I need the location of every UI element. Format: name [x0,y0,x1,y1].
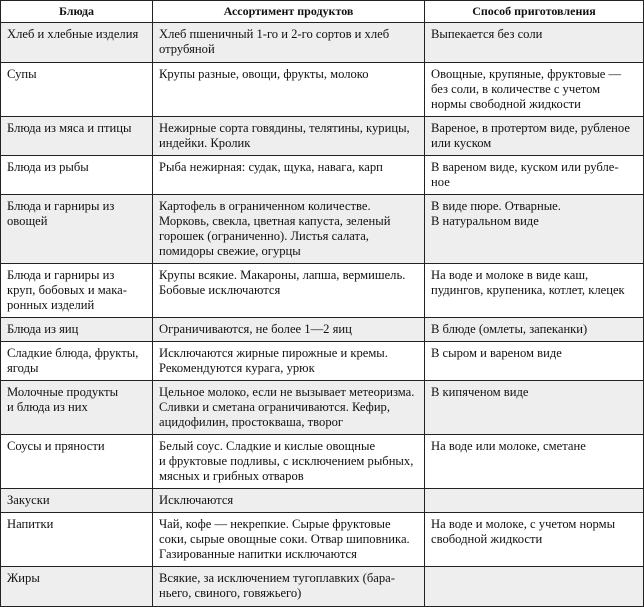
header-preparation: Способ приготовления [425,1,644,23]
products-cell: Чай, кофе — некрепкие. Сырые фруктовые соки, сырые овощные соки. Отвар шиповника. Газированные напитки исключаются [153,513,425,567]
dish-cell: Супы [1,63,153,117]
dish-cell: Блюда и гарниры из овощей [1,195,153,264]
preparation-cell: На воде или молоке, сметане [425,435,644,489]
dish-cell: Сладкие блюда, фрукты, ягоды [1,342,153,381]
products-cell: Крупы всякие. Макароны, лапша, вермишель. Бобовые исключаются [153,264,425,318]
dish-cell: Блюда из рыбы [1,156,153,195]
preparation-cell: На воде и молоке в виде каш, пудингов, крупеника, котлет, клецек [425,264,644,318]
products-cell: Крупы разные, овощи, фрукты, молоко [153,63,425,117]
products-cell: Ограничиваются, не более 1—2 яиц [153,318,425,342]
products-cell: Всякие, за исключением тугоплавких (бара- ньего, свиного, говяжьего) [153,567,425,607]
dish-cell: Блюда из мяса и птицы [1,117,153,156]
dish-cell: Напитки [1,513,153,567]
products-cell: Картофель в ограниченном количестве. Морковь, свекла, цветная капуста, зеленый горошек (ограниченно). Листья салата, помидоры свежие, огурцы [153,195,425,264]
preparation-cell: Вареное, в протертом виде, рубленое или куском [425,117,644,156]
dish-cell: Закуски [1,489,153,513]
products-cell: Белый соус. Сладкие и кислые овощные и фруктовые подливы, с исключением рыбных, мясных и грибных отваров [153,435,425,489]
products-cell: Нежирные сорта говядины, телятины, курицы, индейки. Кролик [153,117,425,156]
header-products: Ассортимент продуктов [153,1,425,23]
products-cell: Хлеб пшеничный 1-го и 2-го сортов и хлеб отрубяной [153,23,425,63]
table-row [1,23,644,63]
products-cell: Исключаются жирные пирожные и кремы. Рекомендуются курага, урюк [153,342,425,381]
preparation-cell: В сыром и вареном виде [425,342,644,381]
dish-cell: Соусы и пряности [1,435,153,489]
table-row [1,567,644,607]
dish-cell: Блюда из яиц [1,318,153,342]
products-cell: Исключаются [153,489,425,513]
preparation-cell: На воде и молоке, с учетом нормы свободной жидкости [425,513,644,567]
preparation-cell: В блюде (омлеты, запеканки) [425,318,644,342]
table-row [1,513,644,567]
preparation-cell: В вареном виде, куском или рубле- ное [425,156,644,195]
preparation-cell: Выпекается без соли [425,23,644,63]
products-cell: Рыба нежирная: судак, щука, навага, карп [153,156,425,195]
table-row [1,117,644,156]
table-row [1,489,644,513]
products-cell: Цельное молоко, если не вызывает метеоризма. Сливки и сметана ограничиваются. Кефир, ацидофилин, простокваша, творог [153,381,425,435]
preparation-cell: В виде пюре. Отварные. В натуральном виде [425,195,644,264]
dish-cell: Блюда и гарниры из круп, бобовых и мака- ронных изделий [1,264,153,318]
table-row [1,156,644,195]
table-row [1,342,644,381]
table-row [1,318,644,342]
dish-cell: Жиры [1,567,153,607]
preparation-cell: В кипяченом виде [425,381,644,435]
table-row [1,195,644,264]
table-row [1,63,644,117]
dish-cell: Молочные продукты и блюда из них [1,381,153,435]
header-dishes: Блюда [1,1,153,23]
table-row [1,264,644,318]
preparation-cell [425,489,644,513]
preparation-cell [425,567,644,607]
header-row [1,1,644,23]
preparation-cell: Овощные, крупяные, фруктовые — без соли, в количестве с учетом нормы свободной жидкости [425,63,644,117]
table-row [1,435,644,489]
dish-cell: Хлеб и хлебные изделия [1,23,153,63]
table-row [1,381,644,435]
